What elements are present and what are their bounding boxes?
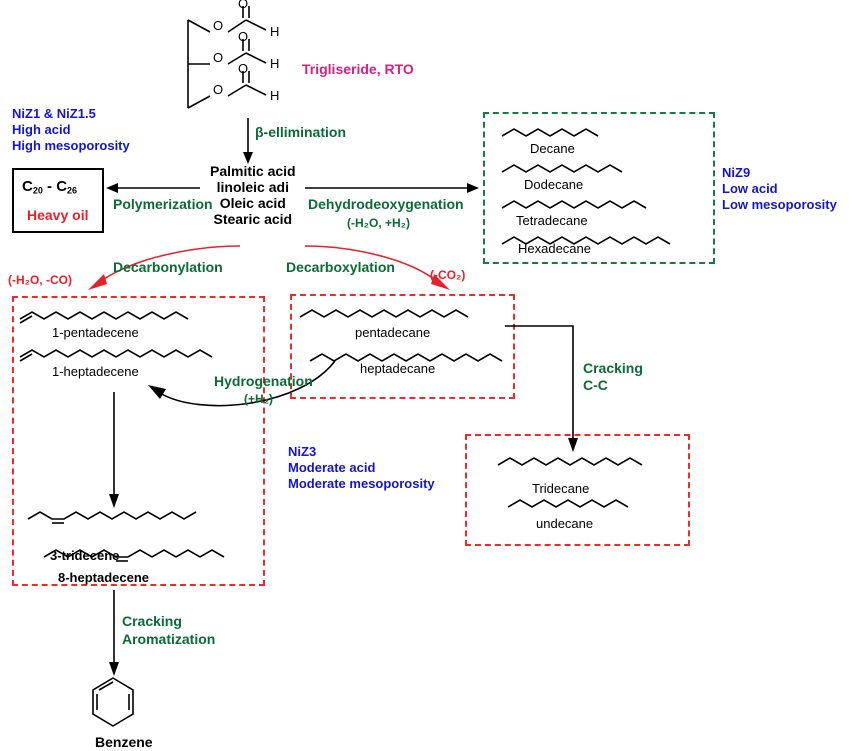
alkane-label-hexadecane: Hexadecane [518, 241, 591, 256]
decarboxylation-label: Decarboxylation [286, 259, 395, 275]
internal-alkene-label-3-tridecene: 3-tridecene [50, 548, 120, 563]
catalyst-niz9-block [722, 165, 837, 213]
catalyst-niz1-acid: High acid [12, 122, 71, 137]
fatty-acids-block [210, 163, 296, 227]
catalyst-niz3-block [288, 444, 435, 492]
catalyst-niz1-mesoporosity: High mesoporosity [12, 138, 130, 153]
cracked-label-tridecane: Tridecane [532, 481, 590, 496]
heavy-oil-label: Heavy oil [27, 207, 89, 223]
alkene-label-1-heptadecene: 1-heptadecene [52, 364, 139, 379]
catalyst-niz9-mesoporosity: Low mesoporosity [722, 197, 837, 212]
hydrogen-label-2: H [270, 56, 280, 71]
polymerization-label: Polymerization [113, 196, 213, 212]
catalyst-niz1-block [12, 106, 130, 154]
cracking-aromatization-label-line2: Aromatization [122, 631, 216, 647]
fatty-acid-2: linoleic adi [216, 179, 289, 195]
dehydrodeoxygenation-label: Dehydrodeoxygenation [308, 196, 464, 212]
decarboxylation-sublabel: (-CO₂) [430, 268, 466, 282]
isomerization-arrow [105, 392, 125, 510]
hydrogen-label-1: H [270, 24, 280, 39]
alkene-label-1-pentadecene: 1-pentadecene [52, 325, 139, 340]
catalyst-niz9-name: NiZ9 [722, 165, 751, 180]
ester-o-label-3: O [213, 82, 224, 97]
internal-alkene-label-8-heptadecene: 8-heptadecene [58, 570, 150, 585]
ester-o-label-1: O [213, 18, 224, 33]
decarbonylation-sublabel: (-H₂O, -CO) [8, 273, 72, 287]
ester-o-label-2: O [213, 50, 224, 65]
carbonyl-o-label-1: O [238, 0, 249, 11]
carbon-range-label: $C_{20} - C_{26}$ [22, 178, 78, 196]
hydrogenation-label: Hydrogenation [214, 373, 313, 389]
carbonyl-o-label-3: O [238, 61, 249, 76]
alkane-label-dodecane: Dodecane [524, 177, 584, 192]
fatty-acid-3: Oleic acid [219, 195, 286, 211]
fatty-acid-4: Stearic acid [213, 211, 293, 227]
triglyceride-label: Trigliseride, RTO [302, 61, 414, 77]
alkane-label-decane: Decane [530, 141, 575, 156]
benzene-label: Benzene [95, 734, 153, 750]
carbonyl-o-label-2: O [238, 29, 249, 44]
mid-alkane-label-pentadecane: pentadecane [355, 325, 431, 340]
alkane-label-tetradecane: Tetradecane [516, 213, 588, 228]
hydrogenation-sublabel: (+H₂) [244, 392, 273, 406]
cracking-aromatization-label-line1: Cracking [122, 613, 182, 629]
internal-alkene-chains-drawing [26, 505, 256, 575]
mid-alkane-label-heptadecane: heptadecane [360, 361, 436, 376]
cracking-cc-label-line1: Cracking [583, 360, 643, 376]
catalyst-niz1-name: NiZ1 & NiZ1.5 [12, 106, 96, 121]
catalyst-niz3-name: NiZ3 [288, 444, 317, 459]
cracking-cc-label-line2: C-C [583, 377, 608, 393]
heavy-oil-box [12, 168, 104, 233]
cracked-label-undecane: undecane [536, 516, 594, 531]
polymerization-arrow [104, 180, 204, 196]
dehydrodeoxygenation-sublabel: (-H₂O, +H₂) [347, 216, 410, 230]
decarbonylation-label: Decarbonylation [113, 259, 223, 275]
hydrogen-label-3: H [270, 88, 280, 103]
fatty-acid-1: Palmitic acid [210, 163, 296, 179]
catalyst-niz9-acid: Low acid [722, 181, 778, 196]
benzene-ring-structure [88, 676, 148, 732]
catalyst-niz3-mesoporosity: Moderate mesoporosity [288, 476, 435, 491]
catalyst-niz3-acid: Moderate acid [288, 460, 376, 475]
beta-elimination-label: β-ellimination [255, 124, 346, 140]
dehydrodeoxygenation-arrow [305, 180, 480, 196]
